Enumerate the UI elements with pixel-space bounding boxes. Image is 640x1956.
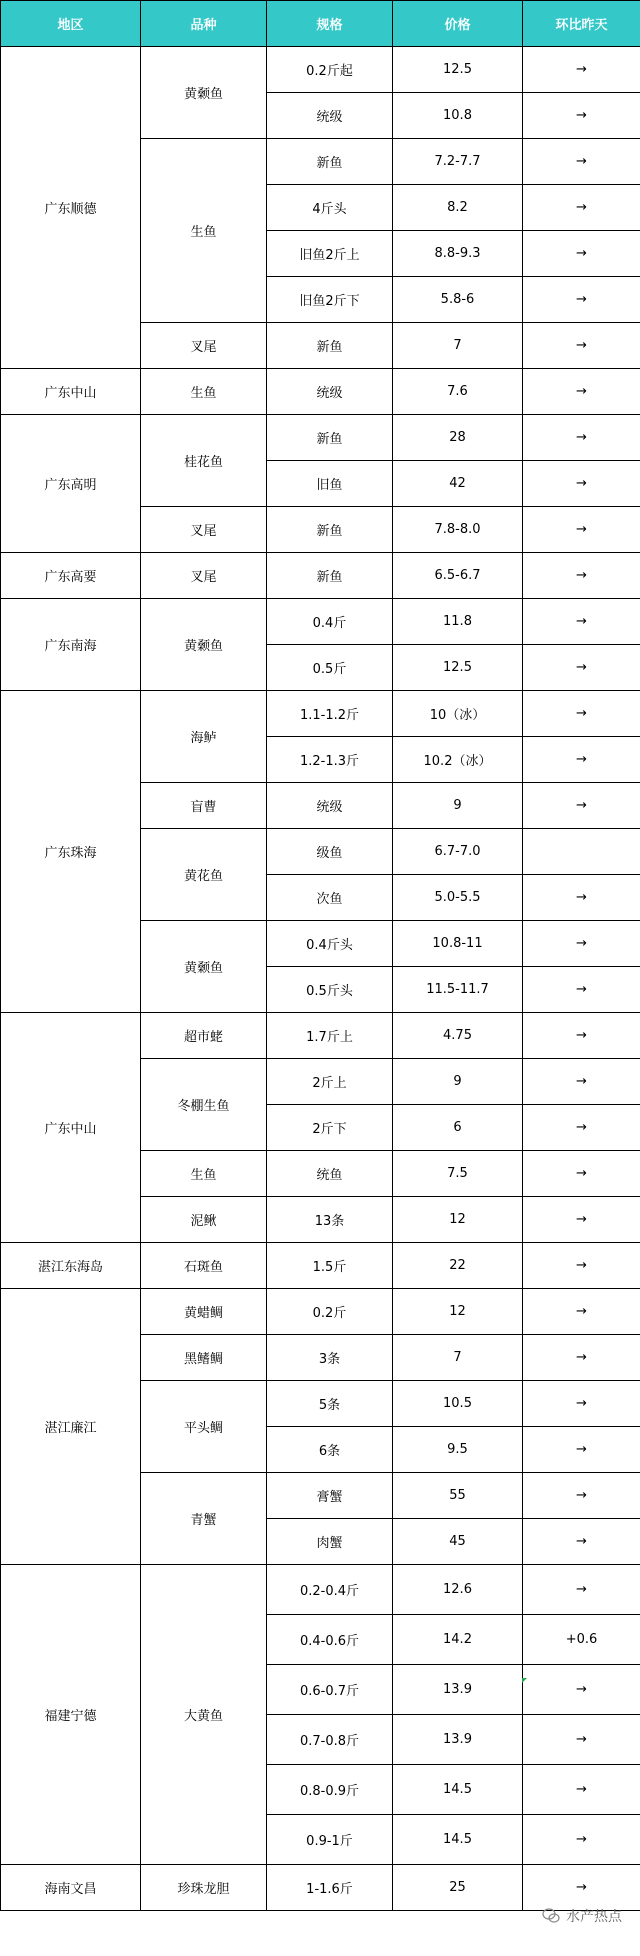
change-cell: → (523, 185, 640, 231)
change-cell: → (523, 1715, 640, 1765)
region-cell: 广东高要 (1, 553, 141, 599)
price-cell: 10.2（冰） (393, 737, 523, 783)
table-row (1, 1013, 640, 1059)
spec-cell: 1.5斤 (267, 1243, 393, 1289)
variety-cell: 叉尾 (141, 507, 267, 553)
spec-cell: 0.9-1斤 (267, 1815, 393, 1865)
spec-cell: 0.2斤 (267, 1289, 393, 1335)
cell-comment-marker (522, 1678, 527, 1683)
region-cell: 广东顺德 (1, 47, 141, 369)
change-cell: → (523, 645, 640, 691)
spec-cell: 0.5斤 (267, 645, 393, 691)
spec-cell: 1.7斤上 (267, 1013, 393, 1059)
spec-cell: 0.4斤头 (267, 921, 393, 967)
price-cell: 9.5 (393, 1427, 523, 1473)
table-row (1, 47, 640, 93)
change-cell: → (523, 369, 640, 415)
header-price: 价格 (393, 1, 523, 47)
variety-cell: 珍珠龙胆 (141, 1865, 267, 1911)
change-cell: → (523, 1013, 640, 1059)
spec-cell: 新鱼 (267, 553, 393, 599)
variety-cell: 叉尾 (141, 553, 267, 599)
spec-cell: 新鱼 (267, 323, 393, 369)
price-cell: 11.8 (393, 599, 523, 645)
variety-cell: 黄颡鱼 (141, 921, 267, 1013)
change-cell: → (523, 1865, 640, 1911)
price-cell: 28 (393, 415, 523, 461)
spec-cell: 1-1.6斤 (267, 1865, 393, 1911)
spec-cell: 旧鱼2斤下 (267, 277, 393, 323)
variety-cell: 超市蛯 (141, 1013, 267, 1059)
variety-cell: 黄颡鱼 (141, 47, 267, 139)
price-cell: 7.5 (393, 1151, 523, 1197)
change-cell: → (523, 691, 640, 737)
change-cell: → (523, 277, 640, 323)
price-cell: 10（冰） (393, 691, 523, 737)
spec-cell: 级鱼 (267, 829, 393, 875)
variety-cell: 黄花鱼 (141, 829, 267, 921)
variety-cell: 黄蜡鲷 (141, 1289, 267, 1335)
change-cell: → (523, 1565, 640, 1615)
variety-cell: 黄颡鱼 (141, 599, 267, 691)
change-cell: → (523, 47, 640, 93)
spec-cell: 0.2斤起 (267, 47, 393, 93)
spec-cell: 新鱼 (267, 415, 393, 461)
price-cell: 7.6 (393, 369, 523, 415)
price-cell: 14.5 (393, 1765, 523, 1815)
price-cell: 13.9 (393, 1665, 523, 1715)
variety-cell: 生鱼 (141, 139, 267, 323)
region-cell: 广东高明 (1, 415, 141, 553)
region-cell: 湛江东海岛 (1, 1243, 141, 1289)
price-cell: 10.5 (393, 1381, 523, 1427)
price-cell: 6.7-7.0 (393, 829, 523, 875)
header-row (1, 1, 640, 47)
variety-cell: 大黄鱼 (141, 1565, 267, 1865)
price-cell: 8.8-9.3 (393, 231, 523, 277)
price-cell: 55 (393, 1473, 523, 1519)
variety-cell: 泥鳅 (141, 1197, 267, 1243)
spec-cell: 统级 (267, 93, 393, 139)
table-row (1, 1243, 640, 1289)
spec-cell: 统鱼 (267, 1151, 393, 1197)
change-cell: → (523, 139, 640, 185)
price-cell: 12 (393, 1197, 523, 1243)
price-cell: 45 (393, 1519, 523, 1565)
spec-cell: 6条 (267, 1427, 393, 1473)
change-cell: → (523, 1151, 640, 1197)
change-cell: → (523, 1289, 640, 1335)
price-cell: 4.75 (393, 1013, 523, 1059)
spec-cell: 0.8-0.9斤 (267, 1765, 393, 1815)
change-cell: → (523, 415, 640, 461)
spec-cell: 旧鱼2斤上 (267, 231, 393, 277)
table-row (1, 599, 640, 645)
price-cell: 14.2 (393, 1615, 523, 1665)
variety-cell: 生鱼 (141, 1151, 267, 1197)
change-cell: → (523, 93, 640, 139)
price-cell: 13.9 (393, 1715, 523, 1765)
change-cell: → (523, 1473, 640, 1519)
change-cell: → (523, 1105, 640, 1151)
change-cell: → (523, 461, 640, 507)
change-cell: → (523, 1665, 640, 1715)
header-region: 地区 (1, 1, 141, 47)
change-cell: → (523, 737, 640, 783)
price-cell: 42 (393, 461, 523, 507)
spec-cell: 5条 (267, 1381, 393, 1427)
change-cell: → (523, 599, 640, 645)
table-row (1, 1865, 640, 1911)
watermark-text: 水产热点 (566, 1909, 622, 1925)
spec-cell: 次鱼 (267, 875, 393, 921)
table-row (1, 691, 640, 737)
variety-cell: 盲曹 (141, 783, 267, 829)
header-change: 环比昨天 (523, 1, 640, 47)
spec-cell: 0.7-0.8斤 (267, 1715, 393, 1765)
spec-cell: 旧鱼 (267, 461, 393, 507)
spec-cell: 统级 (267, 783, 393, 829)
change-cell: +0.6 (523, 1615, 640, 1665)
change-cell: → (523, 231, 640, 277)
region-cell: 广东珠海 (1, 691, 141, 1013)
spec-cell: 新鱼 (267, 139, 393, 185)
region-cell: 湛江廉江 (1, 1289, 141, 1565)
price-cell: 7.2-7.7 (393, 139, 523, 185)
region-cell: 福建宁德 (1, 1565, 141, 1865)
table-row (1, 553, 640, 599)
change-cell: → (523, 1243, 640, 1289)
region-cell: 广东中山 (1, 1013, 141, 1243)
price-cell: 11.5-11.7 (393, 967, 523, 1013)
price-cell: 9 (393, 1059, 523, 1105)
change-cell: → (523, 1427, 640, 1473)
price-cell: 14.5 (393, 1815, 523, 1865)
table-row (1, 1289, 640, 1335)
spec-cell: 2斤上 (267, 1059, 393, 1105)
spec-cell: 膏蟹 (267, 1473, 393, 1519)
variety-cell: 海鲈 (141, 691, 267, 783)
region-cell: 广东中山 (1, 369, 141, 415)
change-cell: → (523, 1765, 640, 1815)
variety-cell: 石斑鱼 (141, 1243, 267, 1289)
change-cell: → (523, 967, 640, 1013)
change-cell: → (523, 1519, 640, 1565)
spec-cell: 统级 (267, 369, 393, 415)
price-cell: 5.8-6 (393, 277, 523, 323)
price-cell: 12 (393, 1289, 523, 1335)
price-cell: 10.8-11 (393, 921, 523, 967)
region-cell: 海南文昌 (1, 1865, 141, 1911)
price-cell: 22 (393, 1243, 523, 1289)
spec-cell: 3条 (267, 1335, 393, 1381)
change-cell (523, 829, 640, 875)
price-cell: 8.2 (393, 185, 523, 231)
spec-cell: 0.2-0.4斤 (267, 1565, 393, 1615)
change-cell: → (523, 1059, 640, 1105)
price-cell: 7.8-8.0 (393, 507, 523, 553)
price-cell: 5.0-5.5 (393, 875, 523, 921)
variety-cell: 冬棚生鱼 (141, 1059, 267, 1151)
table-row (1, 1565, 640, 1615)
change-cell: → (523, 553, 640, 599)
spec-cell: 1.1-1.2斤 (267, 691, 393, 737)
table-row (1, 369, 640, 415)
spec-cell: 1.2-1.3斤 (267, 737, 393, 783)
spec-cell: 0.4-0.6斤 (267, 1615, 393, 1665)
price-cell: 12.5 (393, 645, 523, 691)
spec-cell: 肉蟹 (267, 1519, 393, 1565)
header-variety: 品种 (141, 1, 267, 47)
variety-cell: 平头鲷 (141, 1381, 267, 1473)
price-cell: 12.5 (393, 47, 523, 93)
change-cell: → (523, 1815, 640, 1865)
price-cell: 25 (393, 1865, 523, 1911)
variety-cell: 桂花鱼 (141, 415, 267, 507)
change-cell: → (523, 1381, 640, 1427)
change-cell: → (523, 875, 640, 921)
spec-cell: 0.6-0.7斤 (267, 1665, 393, 1715)
watermark (542, 1906, 622, 1926)
price-cell: 12.6 (393, 1565, 523, 1615)
price-cell: 6.5-6.7 (393, 553, 523, 599)
spec-cell: 新鱼 (267, 507, 393, 553)
variety-cell: 黑鳍鲷 (141, 1335, 267, 1381)
variety-cell: 青蟹 (141, 1473, 267, 1565)
price-cell: 9 (393, 783, 523, 829)
spec-cell: 0.5斤头 (267, 967, 393, 1013)
spec-cell: 13条 (267, 1197, 393, 1243)
change-cell: → (523, 1197, 640, 1243)
change-cell: → (523, 783, 640, 829)
change-cell: → (523, 921, 640, 967)
variety-cell: 生鱼 (141, 369, 267, 415)
price-cell: 7 (393, 323, 523, 369)
spec-cell: 2斤下 (267, 1105, 393, 1151)
price-cell: 6 (393, 1105, 523, 1151)
table-row (1, 415, 640, 461)
change-cell: → (523, 323, 640, 369)
change-cell: → (523, 1335, 640, 1381)
price-cell: 10.8 (393, 93, 523, 139)
price-cell: 7 (393, 1335, 523, 1381)
change-cell: → (523, 507, 640, 553)
variety-cell: 叉尾 (141, 323, 267, 369)
spec-cell: 0.4斤 (267, 599, 393, 645)
header-spec: 规格 (267, 1, 393, 47)
region-cell: 广东南海 (1, 599, 141, 691)
chat-bubble-icon (542, 1908, 560, 1924)
spec-cell: 4斤头 (267, 185, 393, 231)
